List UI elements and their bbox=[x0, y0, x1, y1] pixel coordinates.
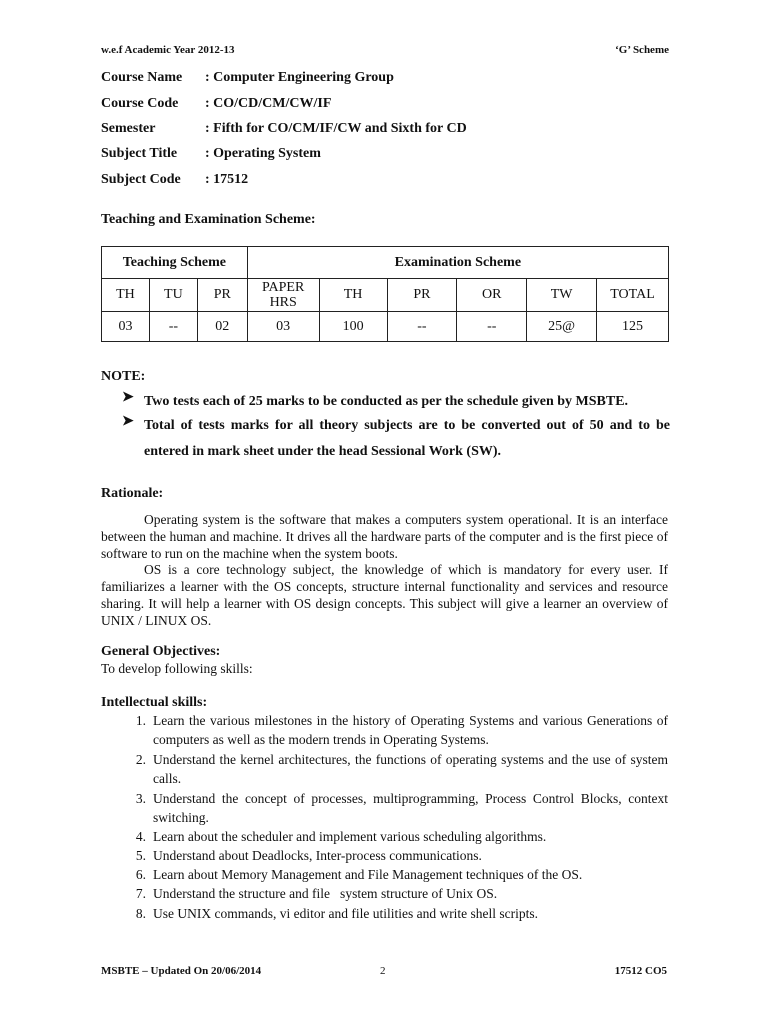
rationale-heading: Rationale: bbox=[101, 486, 164, 501]
list-item-number: 6. bbox=[135, 867, 146, 882]
value-pr: 02 bbox=[197, 312, 247, 342]
list-item-text: Learn about the scheduler and implement various scheduling algorithms. bbox=[153, 829, 547, 844]
list-item-text: Use UNIX commands, vi editor and file utilities and write shell scripts. bbox=[153, 906, 539, 921]
rationale-paragraph: Operating system is the software that makes a computers system operational. It is an interface between the human and machine. It drives all the hardware parts of the computer and is the first piece of software to run on the machine when the system boots. bbox=[101, 512, 668, 561]
value-tu: -- bbox=[149, 312, 197, 342]
subject-code-label: Subject Code bbox=[101, 172, 181, 187]
col-header-or: OR bbox=[457, 279, 527, 312]
arrow-bullet-icon: ➤ bbox=[122, 390, 134, 405]
header-scheme: ‘G’ Scheme bbox=[615, 44, 669, 56]
list-item-text: Learn about Memory Management and File Management techniques of the OS. bbox=[153, 867, 583, 882]
col-header-tu: TU bbox=[149, 279, 197, 312]
value-or: -- bbox=[457, 312, 527, 342]
course-code-value: : CO/CD/CM/CW/IF bbox=[205, 96, 332, 111]
arrow-bullet-icon: ➤ bbox=[122, 414, 134, 429]
course-code-label: Course Code bbox=[101, 96, 179, 111]
note-heading: NOTE: bbox=[101, 369, 146, 384]
intellectual-skills-heading: Intellectual skills: bbox=[101, 695, 208, 710]
header-academic-year: w.e.f Academic Year 2012-13 bbox=[101, 44, 235, 56]
footer-updated: MSBTE – Updated On 20/06/2014 bbox=[101, 965, 262, 977]
course-name-value: : Computer Engineering Group bbox=[205, 70, 394, 85]
list-item-number: 5. bbox=[135, 848, 146, 863]
scheme-table bbox=[101, 246, 669, 342]
list-item-text: Learn the various milestones in the history of Operating Systems and various Generations of computers as well as the modern trends in Operating Systems. bbox=[153, 713, 668, 747]
examination-scheme-header: Examination Scheme bbox=[247, 247, 668, 279]
note-item-text: Two tests each of 25 marks to be conducted as per the schedule given by MSBTE. bbox=[144, 394, 629, 409]
col-header-exam-pr: PR bbox=[387, 279, 457, 312]
col-header-total: TOTAL bbox=[597, 279, 669, 312]
list-item-number: 1. bbox=[135, 713, 146, 728]
list-item-text: Understand the kernel architectures, the functions of operating systems and the use of system calls. bbox=[153, 752, 668, 786]
value-exam-pr: -- bbox=[387, 312, 457, 342]
list-item-text: Understand the structure and file system structure of Unix OS. bbox=[153, 886, 498, 901]
subject-code-value: : 17512 bbox=[205, 172, 249, 187]
subject-title-label: Subject Title bbox=[101, 146, 178, 161]
subject-title-value: : Operating System bbox=[205, 146, 321, 161]
rationale-paragraph: OS is a core technology subject, the knowledge of which is mandatory for every user. If familiarizes a learner with the OS concepts, structure internal functionality and services and resource sharing. It will help a learner with OS design concepts. This subject will give a learner an overview of UNIX / LINUX OS. bbox=[101, 562, 668, 628]
value-tw: 25@ bbox=[527, 312, 597, 342]
semester-label: Semester bbox=[101, 121, 156, 136]
col-header-paper-hrs: PAPER HRS bbox=[247, 279, 319, 312]
footer-subject-code: 17512 CO5 bbox=[614, 965, 667, 977]
value-paper-hrs: 03 bbox=[247, 312, 319, 342]
value-total: 125 bbox=[597, 312, 669, 342]
list-item-number: 2. bbox=[135, 752, 146, 767]
objectives-intro: To develop following skills: bbox=[101, 661, 253, 676]
note-item-text: Total of tests marks for all theory subjects are to be converted out of 50 and to be entered in mark sheet under the head Sessional Work (SW). bbox=[144, 418, 670, 459]
scheme-heading: Teaching and Examination Scheme: bbox=[101, 212, 316, 227]
list-item-number: 8. bbox=[135, 906, 146, 921]
value-exam-th: 100 bbox=[319, 312, 387, 342]
col-header-exam-th: TH bbox=[319, 279, 387, 312]
course-name-label: Course Name bbox=[101, 70, 183, 85]
list-item-number: 7. bbox=[135, 886, 146, 901]
objectives-heading: General Objectives: bbox=[101, 644, 221, 659]
col-header-th: TH bbox=[102, 279, 150, 312]
page-number: 2 bbox=[380, 965, 386, 977]
list-item-text: Understand about Deadlocks, Inter-process communications. bbox=[153, 848, 482, 863]
list-item-text: Understand the concept of processes, multiprogramming, Process Control Blocks, context switching. bbox=[153, 791, 668, 825]
col-header-tw: TW bbox=[527, 279, 597, 312]
value-th: 03 bbox=[102, 312, 150, 342]
semester-value: : Fifth for CO/CM/IF/CW and Sixth for CD bbox=[205, 121, 467, 136]
list-item-number: 3. bbox=[135, 791, 146, 806]
teaching-scheme-header: Teaching Scheme bbox=[102, 247, 248, 279]
list-item-number: 4. bbox=[135, 829, 146, 844]
col-header-pr: PR bbox=[197, 279, 247, 312]
